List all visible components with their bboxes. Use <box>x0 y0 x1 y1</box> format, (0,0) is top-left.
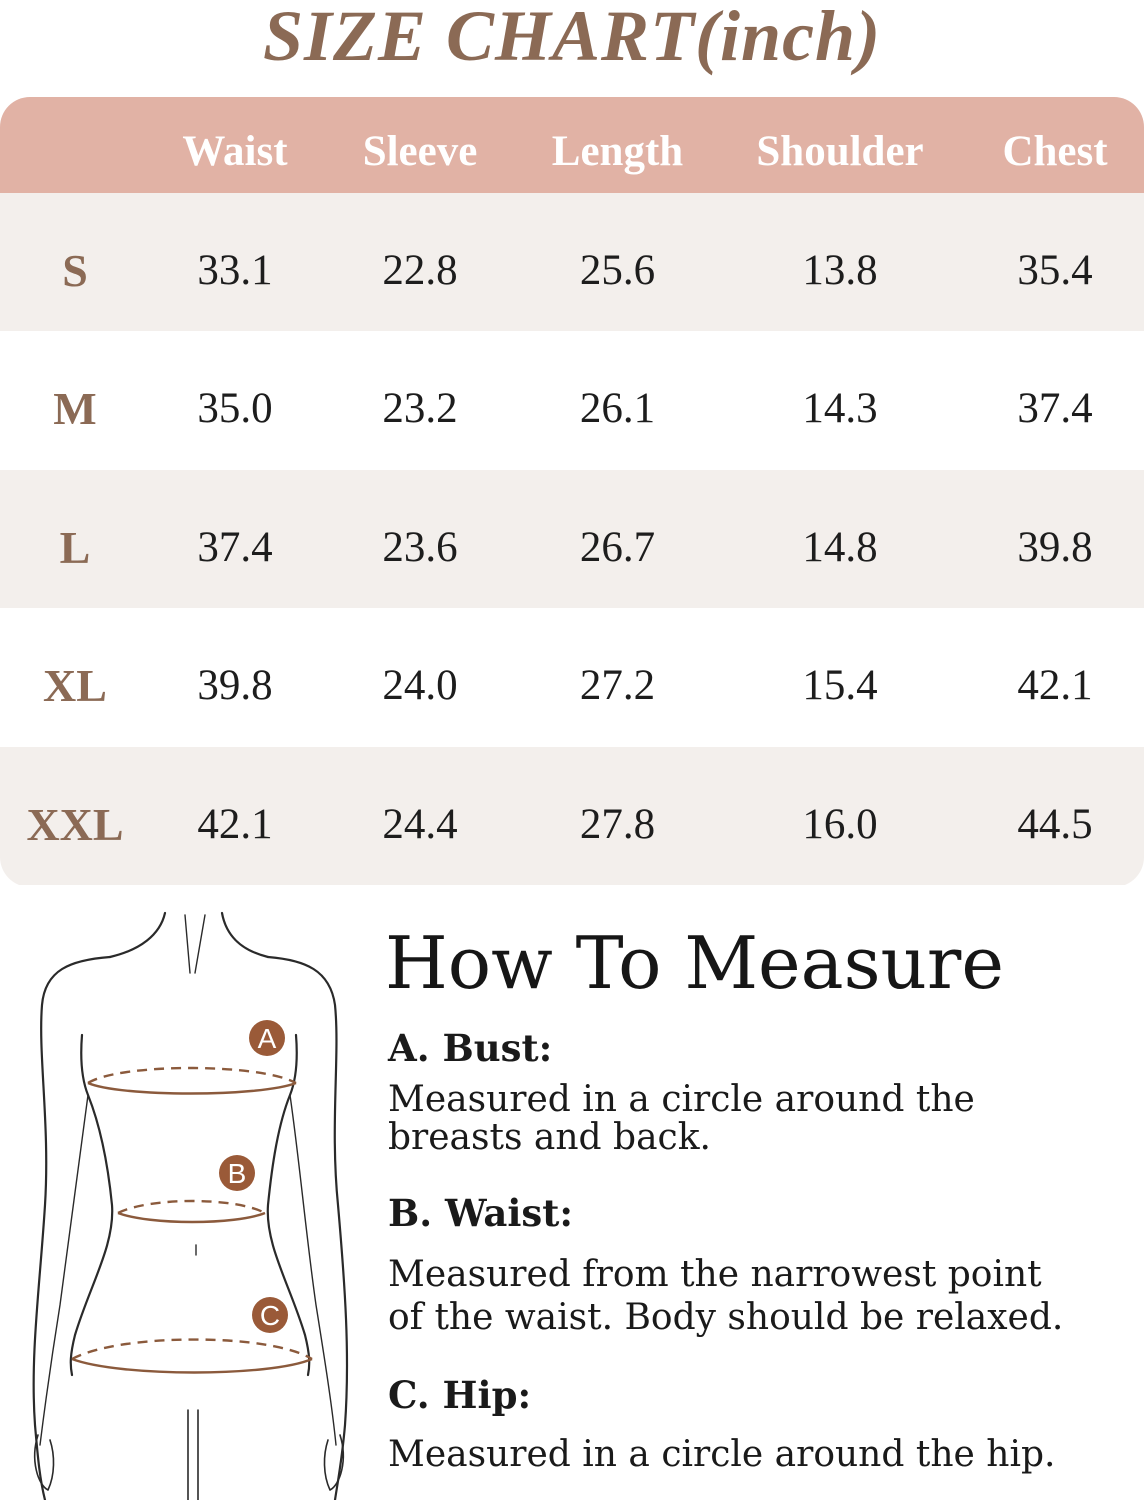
column-header-length: Length <box>551 128 684 175</box>
table-row <box>0 193 1144 331</box>
column-header-sleeve: Sleeve <box>362 128 478 175</box>
bust-description-line: breasts and back. <box>388 1117 711 1158</box>
svg-text:A: A <box>257 1023 277 1054</box>
bust-measure-line <box>88 1083 296 1094</box>
table-row <box>0 470 1144 608</box>
svg-text:B: B <box>227 1158 247 1189</box>
table-cell: 14.3 <box>802 385 878 432</box>
hip-heading: C. Hip: <box>388 1373 532 1417</box>
table-cell: 22.8 <box>382 247 458 294</box>
table-cell: 24.0 <box>382 662 458 709</box>
size-label: L <box>59 522 91 573</box>
table-cell: 27.8 <box>579 801 656 848</box>
neck-outline <box>110 913 165 957</box>
size-label: M <box>53 383 97 434</box>
table-header <box>0 97 1144 193</box>
waist-description-line: of the waist. Body should be relaxed. <box>388 1297 1064 1338</box>
table-cell: 44.5 <box>1017 801 1093 848</box>
svg-text:C: C <box>259 1300 281 1331</box>
waist-heading: B. Waist: <box>388 1191 573 1235</box>
size-chart-table <box>0 97 1144 887</box>
table-cell: 24.4 <box>382 801 458 848</box>
column-header-chest: Chest <box>1002 128 1108 175</box>
table-cell: 27.2 <box>579 662 656 709</box>
table-cell: 37.4 <box>1017 385 1093 432</box>
table-row <box>0 747 1144 885</box>
table-cell: 39.8 <box>197 662 273 709</box>
table-cell: 26.7 <box>579 524 656 571</box>
table-cell: 42.1 <box>197 801 273 848</box>
table-cell: 26.1 <box>579 385 656 432</box>
waist-description-line: Measured from the narrowest point <box>388 1254 1042 1295</box>
left-arm-outline <box>34 957 110 1500</box>
table-row <box>0 608 1144 746</box>
table-cell: 39.8 <box>1017 524 1093 571</box>
waist-measure-line <box>118 1213 265 1222</box>
table-cell: 15.4 <box>802 662 878 709</box>
size-label: XL <box>43 660 107 711</box>
page-title: SIZE CHART(inch) <box>262 0 882 76</box>
table-cell: 33.1 <box>197 247 273 294</box>
table-cell: 25.6 <box>579 247 656 294</box>
torso-left-outline <box>71 1035 112 1375</box>
table-cell: 42.1 <box>1017 662 1093 709</box>
table-cell: 35.4 <box>1017 247 1093 294</box>
column-header-waist: Waist <box>182 128 288 175</box>
neck-outline <box>222 913 268 957</box>
table-cell: 35.0 <box>197 385 273 432</box>
bust-heading: A. Bust: <box>388 1026 553 1070</box>
table-cell: 16.0 <box>802 801 878 848</box>
table-cell: 14.8 <box>802 524 878 571</box>
table-cell: 37.4 <box>197 524 273 571</box>
bust-measure-line-back <box>88 1068 296 1083</box>
marker-c-icon <box>252 1297 288 1333</box>
hip-description-line: Measured in a circle around the hip. <box>388 1434 1056 1475</box>
table-cell: 23.2 <box>382 385 458 432</box>
size-label: S <box>62 245 88 296</box>
column-header-shoulder: Shoulder <box>756 128 924 175</box>
how-to-measure-title: How To Measure <box>385 921 1004 1005</box>
marker-a-icon <box>249 1020 285 1056</box>
size-label: XXL <box>26 799 124 850</box>
table-cell: 23.6 <box>382 524 458 571</box>
hip-measure-line-back <box>72 1340 312 1360</box>
bust-description-line: Measured in a circle around the <box>388 1079 975 1120</box>
waist-measure-line-back <box>118 1201 265 1213</box>
marker-b-icon <box>219 1155 255 1191</box>
table-row <box>0 331 1144 469</box>
hip-measure-line <box>72 1359 312 1373</box>
body-measurement-illustration <box>0 905 370 1500</box>
table-cell: 13.8 <box>802 247 878 294</box>
